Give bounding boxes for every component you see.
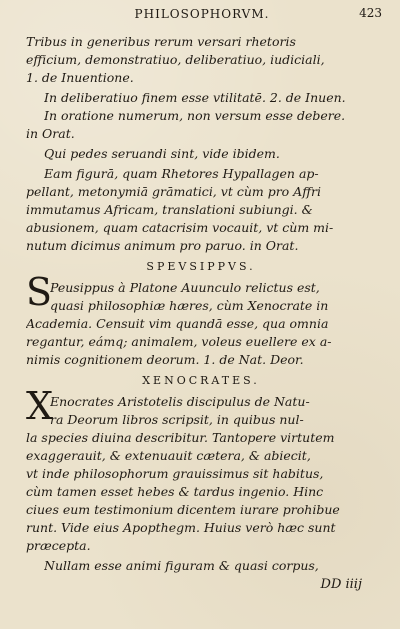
text-line: 1. de Inuentione. (26, 70, 134, 85)
text-line: regantur, eámq; animalem, voleus euellere ex a- (26, 334, 332, 349)
text-line: nutum dicimus animum pro paruo. in Orat. (26, 238, 299, 253)
text-line: vt inde philosophorum grauissimus sit habitus, (26, 466, 324, 481)
text-line: In oratione numerum, non versum esse debere. (44, 108, 346, 123)
text-line: nimis cognitionem deorum. 1. de Nat. Deor. (26, 352, 304, 367)
signature-mark: DD iiij (320, 577, 362, 592)
text-line: In deliberatiuo finem esse vtilitatē. 2. de Inuen. (44, 90, 346, 105)
text-line: ciues eum testimonium dicentem iurare prohibue (26, 502, 340, 517)
text-line: Tribus in generibus rerum versari rhetoris (26, 34, 296, 49)
section-heading: SPEVSIPPVS. (146, 260, 256, 273)
text-line: abusionem, quam catacrisim vocauit, vt cùm mi- (26, 220, 334, 235)
text-line: exaggerauit, & extenuauit cætera, & abiecit, (26, 448, 311, 463)
drop-cap: X (26, 384, 54, 428)
text-line: quasi philosophiæ hæres, cùm Xenocrate in (50, 298, 329, 313)
text-line: la species diuina describitur. Tantopere virtutem (26, 430, 335, 445)
drop-cap: S (26, 270, 53, 314)
text-line: pellant, metonymiā grāmatici, vt cùm pro Affri (26, 184, 322, 199)
text-line: Qui pedes seruandi sint, vide ibidem. (44, 146, 280, 161)
text-line: præcepta. (26, 538, 91, 553)
text-line: Eam figurā, quam Rhetores Hypallagen ap- (44, 166, 319, 181)
running-head: PHILOSOPHORVM. (134, 7, 270, 21)
text-line: Enocrates Aristotelis discipulus de Natu- (50, 394, 310, 409)
page-number: 423 (359, 6, 382, 20)
section-heading: XENOCRATES. (142, 374, 260, 387)
text-line: cùm tamen esset hebes & tardus ingenio. Hinc (26, 484, 324, 499)
text-body (26, 32, 376, 592)
text-line: in Orat. (26, 126, 75, 141)
text-line: immutamus Africam, translationi subiungi. & (26, 202, 313, 217)
text-line: Nullam esse animi figuram & quasi corpus, (44, 558, 319, 573)
text-line: Peusippus à Platone Auunculo relictus est, (50, 280, 320, 295)
text-line: runt. Vide eius Apopthegm. Huius verò hæc sunt (26, 520, 336, 535)
text-line: Academia. Censuit vim quandā esse, qua omnia (26, 316, 329, 331)
text-line: efficium, demonstratiuo, deliberatiuo, iudiciali, (26, 52, 325, 67)
text-line: ra Deorum libros scripsit, in quibus nul- (50, 412, 304, 427)
